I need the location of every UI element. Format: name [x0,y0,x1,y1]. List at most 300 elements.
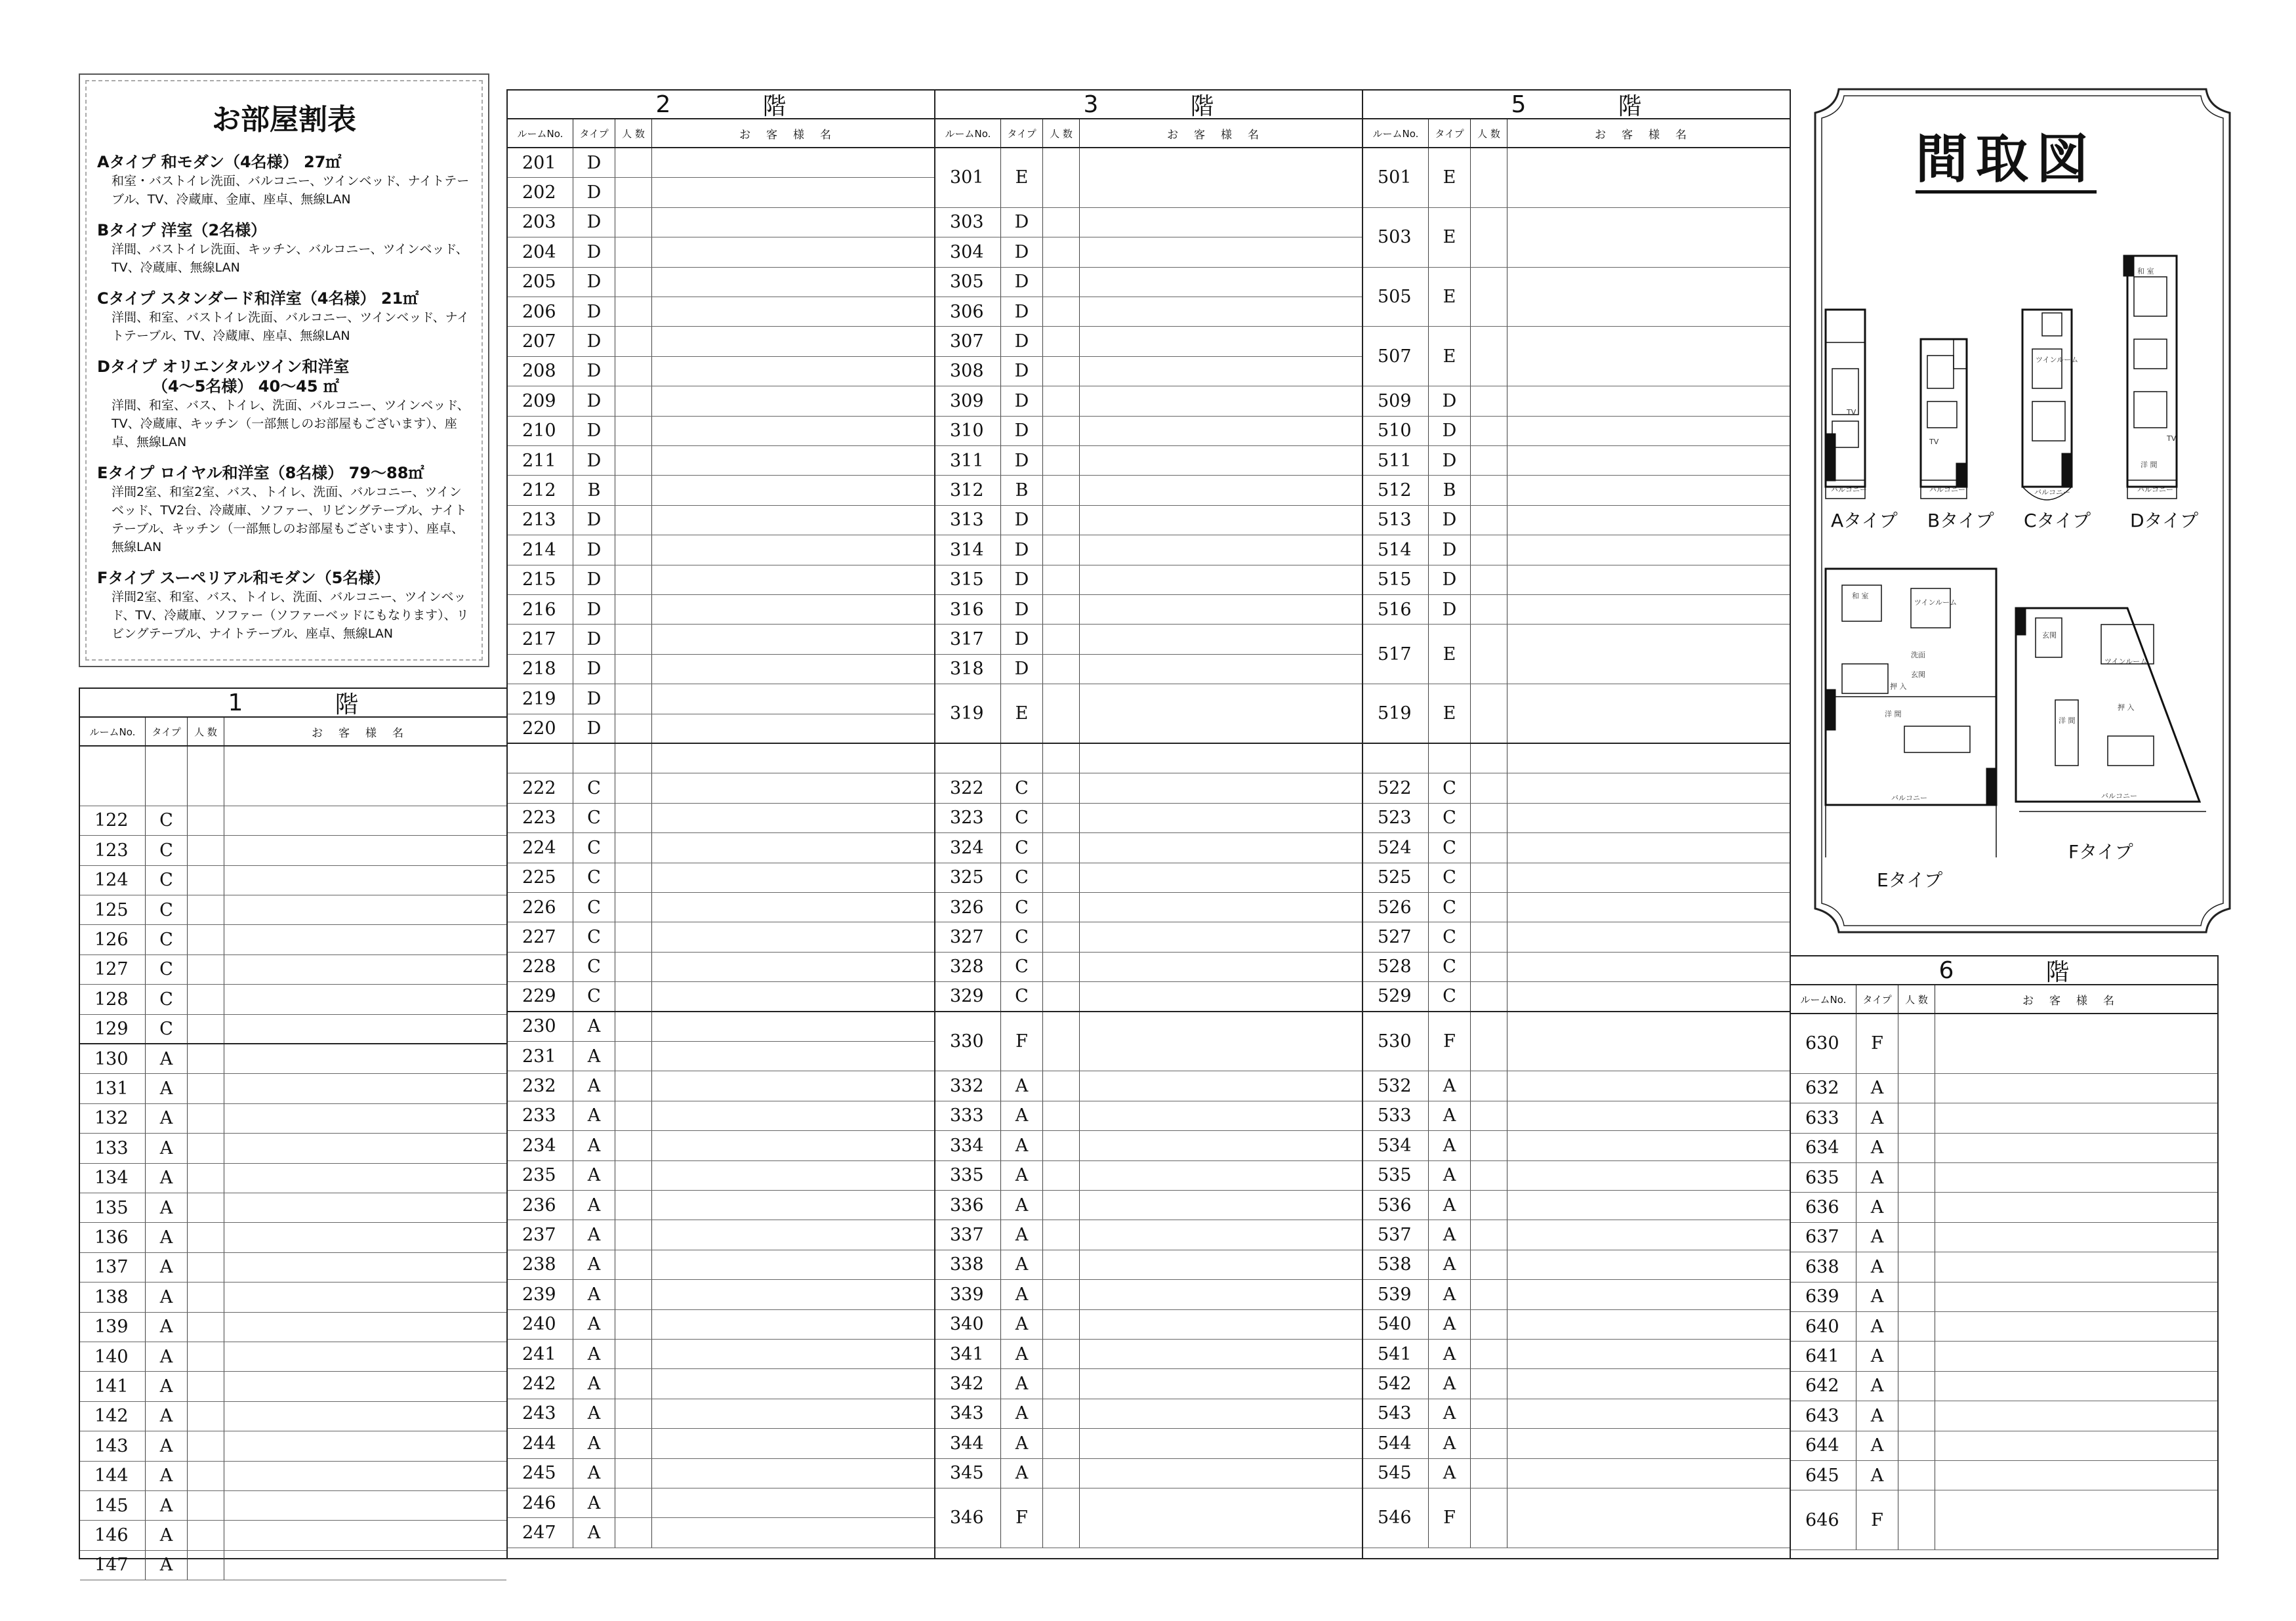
people-count-cell[interactable] [1043,595,1080,624]
guest-name-cell[interactable] [1935,1461,2217,1490]
people-count-cell[interactable] [1471,1488,1507,1548]
people-count-cell[interactable] [1471,804,1507,832]
people-count-cell[interactable] [1898,1372,1935,1401]
guest-name-cell[interactable] [652,297,934,326]
people-count-cell[interactable] [1898,1252,1935,1281]
guest-name-cell[interactable] [224,1313,506,1342]
people-count-cell[interactable] [1471,1369,1507,1398]
guest-name-cell[interactable] [652,386,934,415]
people-count-cell[interactable] [1043,1399,1080,1428]
people-count-cell[interactable] [1471,1280,1507,1309]
people-count-cell[interactable] [615,148,652,177]
people-count-cell[interactable] [1043,1488,1080,1548]
people-count-cell[interactable] [615,863,652,892]
people-count-cell[interactable] [188,1431,224,1460]
guest-name-cell[interactable] [224,747,506,806]
guest-name-cell[interactable] [652,595,934,624]
guest-name-cell[interactable] [1080,535,1362,564]
people-count-cell[interactable] [1043,417,1080,445]
guest-name-cell[interactable] [1080,268,1362,297]
people-count-cell[interactable] [188,747,224,806]
people-count-cell[interactable] [1898,1014,1935,1073]
people-count-cell[interactable] [1471,893,1507,922]
people-count-cell[interactable] [615,1131,652,1160]
people-count-cell[interactable] [188,895,224,924]
people-count-cell[interactable] [615,268,652,297]
people-count-cell[interactable] [1471,1131,1507,1160]
people-count-cell[interactable] [1471,417,1507,445]
people-count-cell[interactable] [1898,1223,1935,1252]
guest-name-cell[interactable] [1507,1488,1790,1548]
guest-name-cell[interactable] [1507,535,1790,564]
guest-name-cell[interactable] [1080,684,1362,743]
people-count-cell[interactable] [615,714,652,743]
people-count-cell[interactable] [615,1518,652,1547]
guest-name-cell[interactable] [652,684,934,713]
people-count-cell[interactable] [615,595,652,624]
people-count-cell[interactable] [615,1280,652,1309]
people-count-cell[interactable] [188,1551,224,1580]
people-count-cell[interactable] [1043,476,1080,504]
guest-name-cell[interactable] [652,922,934,951]
guest-name-cell[interactable] [1080,1280,1362,1309]
guest-name-cell[interactable] [1080,1101,1362,1130]
people-count-cell[interactable] [1471,1012,1507,1071]
guest-name-cell[interactable] [652,893,934,922]
guest-name-cell[interactable] [652,1161,934,1190]
guest-name-cell[interactable] [224,1015,506,1043]
people-count-cell[interactable] [1898,1134,1935,1162]
guest-name-cell[interactable] [652,863,934,892]
guest-name-cell[interactable] [1507,1429,1790,1458]
people-count-cell[interactable] [615,297,652,326]
guest-name-cell[interactable] [1080,1191,1362,1220]
guest-name-cell[interactable] [1080,1071,1362,1100]
guest-name-cell[interactable] [652,565,934,594]
people-count-cell[interactable] [1043,922,1080,951]
people-count-cell[interactable] [1043,1429,1080,1458]
guest-name-cell[interactable] [224,1134,506,1162]
people-count-cell[interactable] [1043,804,1080,832]
people-count-cell[interactable] [188,1104,224,1133]
people-count-cell[interactable] [615,684,652,713]
people-count-cell[interactable] [615,357,652,386]
people-count-cell[interactable] [1043,982,1080,1010]
people-count-cell[interactable] [615,506,652,535]
guest-name-cell[interactable] [652,1310,934,1339]
guest-name-cell[interactable] [1080,148,1362,207]
people-count-cell[interactable] [1471,327,1507,386]
people-count-cell[interactable] [1471,506,1507,535]
people-count-cell[interactable] [615,773,652,802]
guest-name-cell[interactable] [652,1012,934,1041]
guest-name-cell[interactable] [1935,1342,2217,1370]
people-count-cell[interactable] [615,953,652,981]
guest-name-cell[interactable] [652,1101,934,1130]
guest-name-cell[interactable] [1080,773,1362,802]
people-count-cell[interactable] [1471,953,1507,981]
guest-name-cell[interactable] [1507,922,1790,951]
guest-name-cell[interactable] [224,925,506,954]
people-count-cell[interactable] [1471,922,1507,951]
guest-name-cell[interactable] [652,178,934,207]
guest-name-cell[interactable] [1080,863,1362,892]
people-count-cell[interactable] [188,1282,224,1311]
guest-name-cell[interactable] [1080,804,1362,832]
people-count-cell[interactable] [1471,1161,1507,1190]
people-count-cell[interactable] [188,1462,224,1490]
people-count-cell[interactable] [1471,1250,1507,1279]
guest-name-cell[interactable] [1507,1071,1790,1100]
people-count-cell[interactable] [1043,744,1080,773]
people-count-cell[interactable] [615,625,652,653]
people-count-cell[interactable] [1898,1461,1935,1490]
people-count-cell[interactable] [1043,1131,1080,1160]
people-count-cell[interactable] [1471,1459,1507,1488]
people-count-cell[interactable] [1471,833,1507,862]
guest-name-cell[interactable] [1935,1163,2217,1192]
people-count-cell[interactable] [1043,953,1080,981]
people-count-cell[interactable] [188,1521,224,1549]
guest-name-cell[interactable] [1935,1431,2217,1460]
guest-name-cell[interactable] [224,1402,506,1431]
people-count-cell[interactable] [1898,1401,1935,1430]
people-count-cell[interactable] [188,1074,224,1103]
guest-name-cell[interactable] [224,1164,506,1193]
guest-name-cell[interactable] [1080,386,1362,415]
people-count-cell[interactable] [188,1491,224,1520]
people-count-cell[interactable] [1471,386,1507,415]
guest-name-cell[interactable] [224,1223,506,1252]
people-count-cell[interactable] [615,1101,652,1130]
guest-name-cell[interactable] [1507,1340,1790,1368]
people-count-cell[interactable] [1043,1101,1080,1130]
guest-name-cell[interactable] [1080,446,1362,475]
people-count-cell[interactable] [615,446,652,475]
guest-name-cell[interactable] [652,268,934,297]
guest-name-cell[interactable] [1507,148,1790,207]
people-count-cell[interactable] [188,1402,224,1431]
people-count-cell[interactable] [615,476,652,504]
people-count-cell[interactable] [1043,684,1080,743]
guest-name-cell[interactable] [1507,268,1790,327]
guest-name-cell[interactable] [1507,1459,1790,1488]
people-count-cell[interactable] [1898,1431,1935,1460]
people-count-cell[interactable] [188,806,224,835]
people-count-cell[interactable] [1043,268,1080,297]
guest-name-cell[interactable] [652,1518,934,1547]
guest-name-cell[interactable] [1507,982,1790,1010]
guest-name-cell[interactable] [1080,1161,1362,1190]
guest-name-cell[interactable] [1080,655,1362,684]
people-count-cell[interactable] [1043,1459,1080,1488]
people-count-cell[interactable] [1471,476,1507,504]
people-count-cell[interactable] [615,833,652,862]
guest-name-cell[interactable] [224,1044,506,1073]
guest-name-cell[interactable] [1080,1250,1362,1279]
people-count-cell[interactable] [1043,1071,1080,1100]
guest-name-cell[interactable] [1507,744,1790,773]
people-count-cell[interactable] [1043,1161,1080,1190]
guest-name-cell[interactable] [652,1399,934,1428]
people-count-cell[interactable] [615,386,652,415]
people-count-cell[interactable] [615,1340,652,1368]
people-count-cell[interactable] [1043,446,1080,475]
people-count-cell[interactable] [615,1459,652,1488]
people-count-cell[interactable] [615,1042,652,1071]
people-count-cell[interactable] [188,1015,224,1043]
guest-name-cell[interactable] [1507,1012,1790,1071]
guest-name-cell[interactable] [1507,476,1790,504]
people-count-cell[interactable] [615,893,652,922]
guest-name-cell[interactable] [1507,1310,1790,1339]
guest-name-cell[interactable] [224,836,506,865]
guest-name-cell[interactable] [1935,1490,2217,1549]
guest-name-cell[interactable] [1935,1074,2217,1103]
guest-name-cell[interactable] [1507,953,1790,981]
people-count-cell[interactable] [1043,1340,1080,1368]
people-count-cell[interactable] [615,804,652,832]
guest-name-cell[interactable] [652,357,934,386]
guest-name-cell[interactable] [1080,1399,1362,1428]
guest-name-cell[interactable] [224,1372,506,1401]
guest-name-cell[interactable] [1507,1131,1790,1160]
guest-name-cell[interactable] [652,714,934,743]
guest-name-cell[interactable] [1507,773,1790,802]
people-count-cell[interactable] [615,178,652,207]
people-count-cell[interactable] [1471,1220,1507,1249]
people-count-cell[interactable] [615,208,652,237]
guest-name-cell[interactable] [652,1369,934,1398]
people-count-cell[interactable] [1043,565,1080,594]
guest-name-cell[interactable] [1507,595,1790,624]
guest-name-cell[interactable] [1507,565,1790,594]
guest-name-cell[interactable] [652,1042,934,1071]
guest-name-cell[interactable] [1507,1280,1790,1309]
guest-name-cell[interactable] [1080,357,1362,386]
guest-name-cell[interactable] [1080,893,1362,922]
guest-name-cell[interactable] [1507,893,1790,922]
people-count-cell[interactable] [188,1372,224,1401]
guest-name-cell[interactable] [1080,237,1362,266]
people-count-cell[interactable] [1471,1191,1507,1220]
guest-name-cell[interactable] [1080,208,1362,237]
people-count-cell[interactable] [1043,357,1080,386]
guest-name-cell[interactable] [1080,506,1362,535]
guest-name-cell[interactable] [652,506,934,535]
people-count-cell[interactable] [188,925,224,954]
people-count-cell[interactable] [188,1134,224,1162]
guest-name-cell[interactable] [1935,1134,2217,1162]
people-count-cell[interactable] [1471,1429,1507,1458]
guest-name-cell[interactable] [1080,625,1362,653]
people-count-cell[interactable] [188,1223,224,1252]
people-count-cell[interactable] [1898,1103,1935,1132]
people-count-cell[interactable] [188,836,224,865]
guest-name-cell[interactable] [1935,1312,2217,1341]
people-count-cell[interactable] [1043,1310,1080,1339]
people-count-cell[interactable] [615,1250,652,1279]
guest-name-cell[interactable] [1507,833,1790,862]
guest-name-cell[interactable] [652,833,934,862]
guest-name-cell[interactable] [1080,1131,1362,1160]
guest-name-cell[interactable] [1935,1014,2217,1073]
people-count-cell[interactable] [1471,1310,1507,1339]
guest-name-cell[interactable] [1080,922,1362,951]
guest-name-cell[interactable] [652,1459,934,1488]
guest-name-cell[interactable] [1507,1399,1790,1428]
guest-name-cell[interactable] [1080,1220,1362,1249]
guest-name-cell[interactable] [652,982,934,1010]
people-count-cell[interactable] [615,1071,652,1100]
guest-name-cell[interactable] [652,446,934,475]
people-count-cell[interactable] [615,655,652,684]
people-count-cell[interactable] [615,1220,652,1249]
guest-name-cell[interactable] [652,327,934,356]
people-count-cell[interactable] [1471,535,1507,564]
guest-name-cell[interactable] [652,655,934,684]
people-count-cell[interactable] [1043,625,1080,653]
guest-name-cell[interactable] [652,1220,934,1249]
guest-name-cell[interactable] [224,1104,506,1133]
guest-name-cell[interactable] [1080,982,1362,1010]
guest-name-cell[interactable] [1507,1250,1790,1279]
people-count-cell[interactable] [1471,1399,1507,1428]
guest-name-cell[interactable] [652,744,934,773]
people-count-cell[interactable] [188,1342,224,1371]
people-count-cell[interactable] [615,535,652,564]
guest-name-cell[interactable] [1080,476,1362,504]
people-count-cell[interactable] [1898,1282,1935,1311]
guest-name-cell[interactable] [224,1282,506,1311]
people-count-cell[interactable] [1043,1280,1080,1309]
people-count-cell[interactable] [1471,148,1507,207]
people-count-cell[interactable] [188,1253,224,1282]
guest-name-cell[interactable] [224,1462,506,1490]
people-count-cell[interactable] [615,1012,652,1041]
guest-name-cell[interactable] [224,1551,506,1580]
guest-name-cell[interactable] [1935,1103,2217,1132]
people-count-cell[interactable] [1043,655,1080,684]
guest-name-cell[interactable] [1935,1401,2217,1430]
guest-name-cell[interactable] [224,1342,506,1371]
guest-name-cell[interactable] [1507,1369,1790,1398]
guest-name-cell[interactable] [652,476,934,504]
guest-name-cell[interactable] [1507,446,1790,475]
guest-name-cell[interactable] [1507,684,1790,743]
people-count-cell[interactable] [1471,625,1507,684]
people-count-cell[interactable] [1043,1191,1080,1220]
people-count-cell[interactable] [1043,208,1080,237]
people-count-cell[interactable] [615,1488,652,1517]
guest-name-cell[interactable] [1080,1429,1362,1458]
people-count-cell[interactable] [1043,773,1080,802]
guest-name-cell[interactable] [1080,1012,1362,1071]
guest-name-cell[interactable] [652,1250,934,1279]
guest-name-cell[interactable] [652,804,934,832]
people-count-cell[interactable] [1043,535,1080,564]
guest-name-cell[interactable] [1507,804,1790,832]
guest-name-cell[interactable] [224,895,506,924]
people-count-cell[interactable] [615,982,652,1010]
guest-name-cell[interactable] [1080,1369,1362,1398]
people-count-cell[interactable] [1471,446,1507,475]
people-count-cell[interactable] [615,1191,652,1220]
people-count-cell[interactable] [188,955,224,984]
guest-name-cell[interactable] [1507,1191,1790,1220]
guest-name-cell[interactable] [224,1491,506,1520]
guest-name-cell[interactable] [1935,1282,2217,1311]
people-count-cell[interactable] [615,1369,652,1398]
people-count-cell[interactable] [615,922,652,951]
people-count-cell[interactable] [615,565,652,594]
people-count-cell[interactable] [188,1164,224,1193]
people-count-cell[interactable] [188,985,224,1014]
guest-name-cell[interactable] [1080,327,1362,356]
guest-name-cell[interactable] [1935,1252,2217,1281]
people-count-cell[interactable] [1043,1250,1080,1279]
people-count-cell[interactable] [1471,565,1507,594]
people-count-cell[interactable] [1043,297,1080,326]
people-count-cell[interactable] [1043,833,1080,862]
people-count-cell[interactable] [188,866,224,895]
guest-name-cell[interactable] [652,953,934,981]
guest-name-cell[interactable] [1935,1223,2217,1252]
guest-name-cell[interactable] [652,1488,934,1517]
guest-name-cell[interactable] [1507,506,1790,535]
people-count-cell[interactable] [1898,1074,1935,1103]
guest-name-cell[interactable] [224,955,506,984]
people-count-cell[interactable] [188,1193,224,1222]
people-count-cell[interactable] [188,1044,224,1073]
guest-name-cell[interactable] [1507,625,1790,684]
people-count-cell[interactable] [1043,1369,1080,1398]
guest-name-cell[interactable] [1507,863,1790,892]
guest-name-cell[interactable] [652,1340,934,1368]
guest-name-cell[interactable] [1507,386,1790,415]
guest-name-cell[interactable] [1507,1161,1790,1190]
guest-name-cell[interactable] [652,535,934,564]
guest-name-cell[interactable] [652,417,934,445]
people-count-cell[interactable] [1471,1340,1507,1368]
guest-name-cell[interactable] [1080,744,1362,773]
people-count-cell[interactable] [1471,773,1507,802]
guest-name-cell[interactable] [1507,417,1790,445]
people-count-cell[interactable] [1043,148,1080,207]
guest-name-cell[interactable] [652,208,934,237]
guest-name-cell[interactable] [1080,1310,1362,1339]
guest-name-cell[interactable] [652,1429,934,1458]
guest-name-cell[interactable] [1080,565,1362,594]
people-count-cell[interactable] [1898,1163,1935,1192]
guest-name-cell[interactable] [652,773,934,802]
guest-name-cell[interactable] [1507,208,1790,267]
guest-name-cell[interactable] [1507,1220,1790,1249]
people-count-cell[interactable] [1471,268,1507,327]
people-count-cell[interactable] [615,1429,652,1458]
people-count-cell[interactable] [615,1161,652,1190]
guest-name-cell[interactable] [652,1280,934,1309]
guest-name-cell[interactable] [1080,297,1362,326]
people-count-cell[interactable] [1898,1312,1935,1341]
people-count-cell[interactable] [615,237,652,266]
guest-name-cell[interactable] [1080,417,1362,445]
people-count-cell[interactable] [1043,863,1080,892]
guest-name-cell[interactable] [1935,1193,2217,1221]
people-count-cell[interactable] [188,1313,224,1342]
guest-name-cell[interactable] [1507,1101,1790,1130]
guest-name-cell[interactable] [652,148,934,177]
